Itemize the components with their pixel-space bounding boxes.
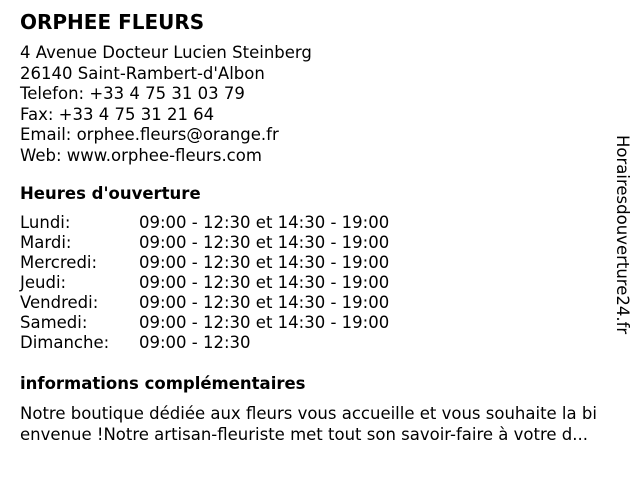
day-label: Vendredi:: [20, 293, 99, 312]
contact-block: [20, 43, 312, 166]
time-range: 09:00 - 12:30 et 14:30 - 19:00: [139, 313, 390, 332]
time-range: 09:00 - 12:30 et 14:30 - 19:00: [139, 233, 390, 252]
hours-row-saturday: [20, 313, 440, 333]
website-url: Web: www.orphee-fleurs.com: [20, 145, 262, 165]
opening-hours-table: [20, 213, 440, 353]
hours-row-tuesday: [20, 233, 440, 253]
address-line-2: 26140 Saint-Rambert-d'Albon: [20, 63, 265, 83]
hours-row-monday: [20, 213, 440, 233]
email-address: Email: orphee.fleurs@orange.fr: [20, 125, 279, 144]
day-label: Mercredi:: [20, 253, 98, 272]
address-line-1: 4 Avenue Docteur Lucien Steinberg: [20, 43, 312, 62]
hours-row-wednesday: [20, 253, 440, 273]
time-range: 09:00 - 12:30 et 14:30 - 19:00: [139, 293, 390, 312]
description-line-2: envenue !Notre artisan-fleuriste met tout son savoir-faire à votre d...: [20, 425, 589, 444]
site-watermark: [612, 135, 632, 375]
description-line-1: Notre boutique dédiée aux fleurs vous accueille et vous souhaite la bi: [20, 404, 597, 423]
day-label: Samedi:: [20, 313, 88, 332]
additional-info-heading: informations complémentaires: [20, 374, 306, 393]
business-description: [20, 403, 626, 445]
day-label: Jeudi:: [20, 273, 67, 292]
phone-number: Telefon: +33 4 75 31 03 79: [20, 84, 245, 103]
hours-row-sunday: [20, 333, 440, 353]
watermark-text: Horairesdouverture24.fr: [613, 135, 632, 335]
business-name: ORPHEE FLEURS: [20, 10, 205, 34]
time-range: 09:00 - 12:30 et 14:30 - 19:00: [139, 253, 390, 272]
day-label: Mardi:: [20, 233, 72, 252]
day-label: Dimanche:: [20, 333, 110, 352]
fax-number: Fax: +33 4 75 31 21 64: [20, 104, 215, 124]
time-range: 09:00 - 12:30: [139, 333, 251, 352]
hours-row-friday: [20, 293, 440, 313]
opening-hours-heading: Heures d'ouverture: [20, 184, 201, 203]
time-range: 09:00 - 12:30 et 14:30 - 19:00: [139, 273, 390, 292]
day-label: Lundi:: [20, 213, 71, 232]
time-range: 09:00 - 12:30 et 14:30 - 19:00: [139, 213, 390, 232]
hours-row-thursday: [20, 273, 440, 293]
